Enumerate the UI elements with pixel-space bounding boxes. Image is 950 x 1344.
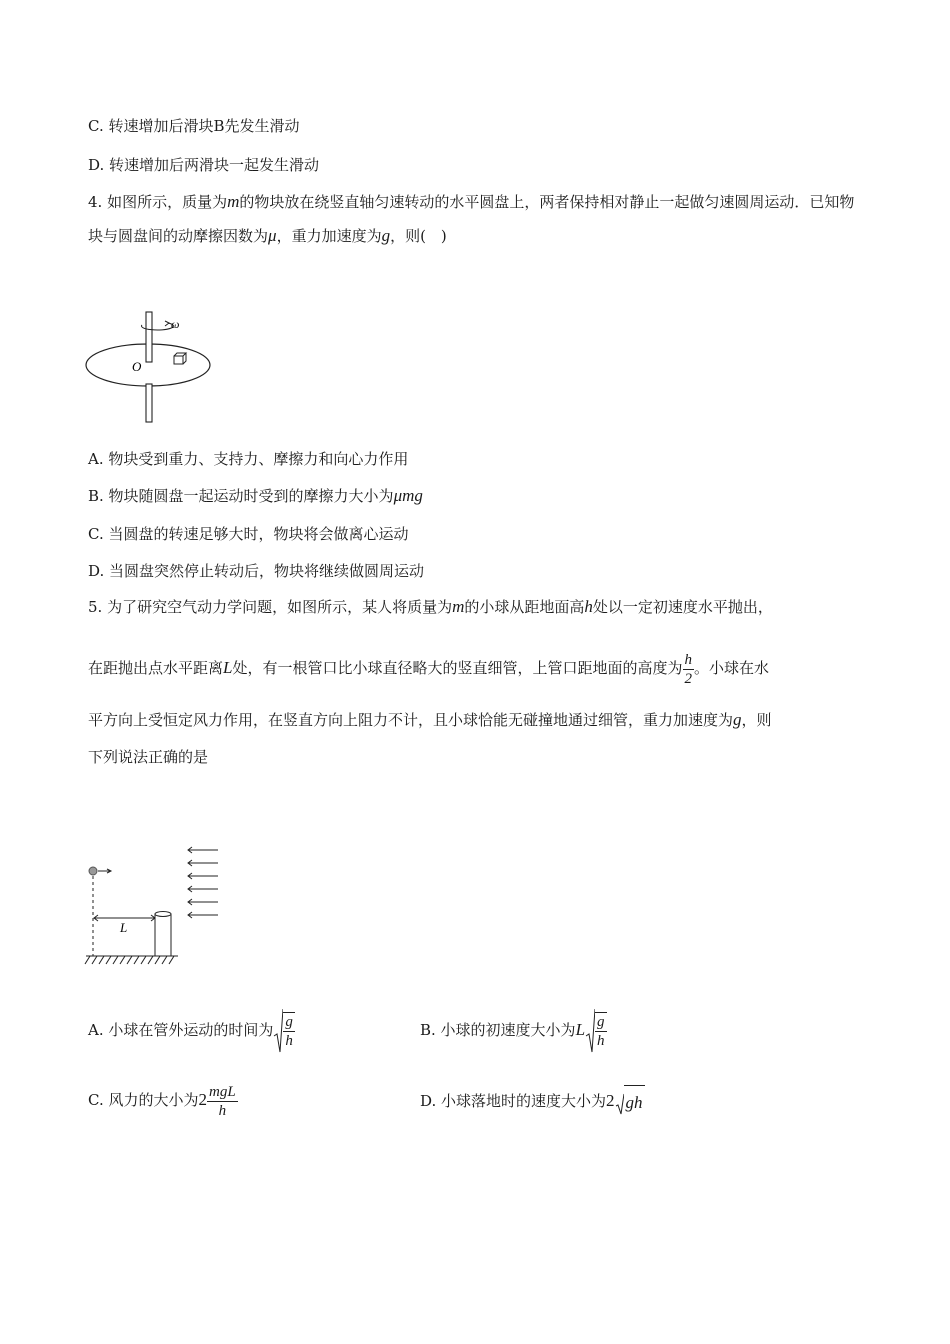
q3-option-c: C. 转速增加后滑块B先发生滑动 [88,117,300,135]
q5-line-2: 在距抛出点水平距离L处，有一根管口比小球直径略大的竖直细管，上管口距地面的高度为 $\frac{h}{2}$ 。小球在水 [88,651,770,687]
q5-option-a: A. 小球在管外运动的时间为 $\frac{g}{h}$ [88,1008,295,1054]
q5-option-c: C. 风力的大小为2 $\frac{\text{mgL}}{h}$ [88,1083,236,1119]
q4-option-b: B. 物块随圆盘一起运动时受到的摩擦力大小为μmg [88,486,423,505]
q5-line-3: 平方向上受恒定风力作用，在竖直方向上阻力不计，且小球恰能无碰撞地通过细管，重力加速度为g，则 [88,710,772,729]
sqrt-g-over-h-b: $\frac{g}{h}$ [585,1008,607,1054]
q4-option-a: A. 物块受到重力、支持力、摩擦力和向心力作用 [88,450,409,468]
q4-option-d: D. 当圆盘突然停止转动后，物块将继续做圆周运动 [88,562,425,580]
wind-arrows [188,847,218,918]
vertical-tube [155,912,171,957]
omega-label: ω [171,317,180,331]
q5-option-d: D. 小球落地时的速度大小为2 gh [420,1084,645,1120]
distance-l-label: L [120,920,128,935]
mgl-over-h-fraction: $\frac{\text{mgL}}{h}$ [208,1083,236,1119]
q5-line-4: 下列说法正确的是 [88,748,209,766]
q5-option-b: B. 小球的初速度大小为L $\frac{g}{h}$ [420,1008,607,1054]
center-o-label: O [132,359,142,374]
wind-tube-figure [84,842,224,968]
ground-hatch [85,956,178,964]
block-icon [174,353,186,364]
sqrt-g-over-h: $\frac{g}{h}$ [273,1008,295,1054]
rotating-disk-figure [85,308,220,426]
q5-line-1: 5. 为了研究空气动力学问题，如图所示，某人将质量为m的小球从距地面高h处以一定初速度水平抛出， [88,597,773,616]
q4-stem: 4. 如图所示，质量为m的物块放在绕竖直轴匀速转动的水平圆盘上，两者保持相对静止一起做匀速圆周运动．已知物块与圆盘间的动摩擦因数为μ，重力加速度为g，则( ) [88,192,855,245]
h-over-2-fraction: $\frac{h}{2}$ [684,651,692,687]
q4-option-c: C. 当圆盘的转速足够大时，物块将会做离心运动 [88,525,409,543]
ball-icon [89,867,97,875]
sqrt-gh: gh [615,1085,645,1120]
q3-option-d: D. 转速增加后两滑块一起发生滑动 [88,156,320,174]
